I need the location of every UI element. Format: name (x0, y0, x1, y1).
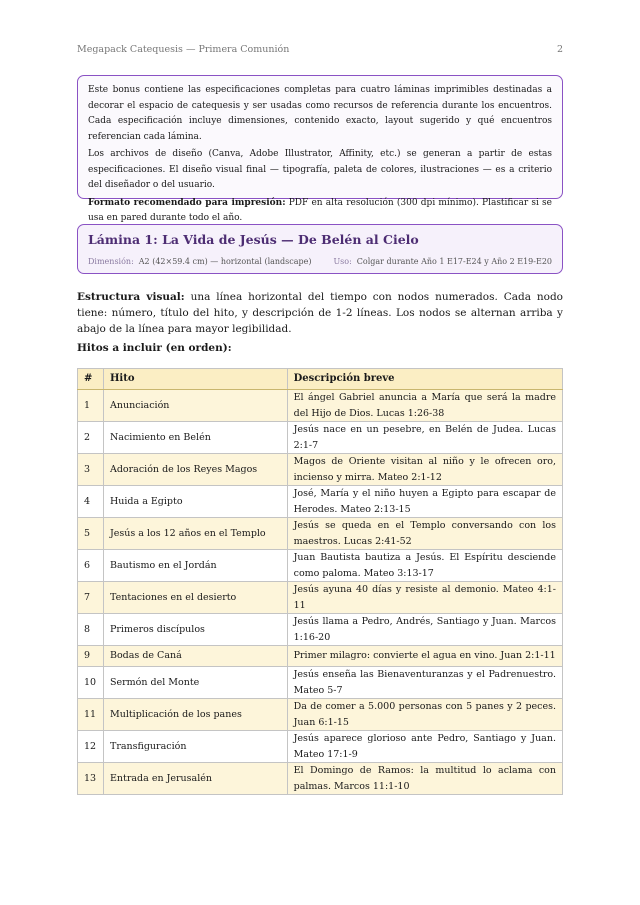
header-title: Megapack Catequesis — Primera Comunión (77, 44, 290, 55)
row-number: 10 (78, 667, 104, 699)
dimension-label: Dimensión: (88, 257, 134, 266)
table-row (78, 454, 563, 486)
row-number: 7 (78, 582, 104, 614)
page-number: 2 (556, 44, 563, 55)
lamina-1-box (77, 224, 563, 274)
table-row (78, 390, 563, 422)
lamina-meta (88, 257, 552, 267)
table-row (78, 422, 563, 454)
uso-value: Colgar durante Año 1 E17-E24 y Año 2 E19-E20 (356, 257, 552, 266)
row-number: 3 (78, 454, 104, 486)
table-row (78, 699, 563, 731)
row-description: Jesús llama a Pedro, Andrés, Santiago y Juan. Marcos 1:16-20 (287, 614, 562, 646)
table-row (78, 763, 563, 795)
row-number: 5 (78, 518, 104, 550)
row-hito: Anunciación (103, 390, 287, 422)
row-description: Jesús aparece glorioso ante Pedro, Santiago y Juan. Mateo 17:1-9 (287, 731, 562, 763)
running-header (77, 44, 563, 55)
row-description: Jesús nace en un pesebre, en Belén de Judea. Lucas 2:1-7 (287, 422, 562, 454)
header-hito: Hito (103, 369, 287, 390)
uso-label: Uso: (333, 257, 352, 266)
row-hito: Entrada en Jerusalén (103, 763, 287, 795)
intro-paragraph-3 (88, 196, 552, 227)
print-format-label: Formato recomendado para impresión: (88, 197, 286, 208)
table-row (78, 667, 563, 699)
table-row (78, 582, 563, 614)
row-number: 9 (78, 646, 104, 667)
structure-text: una línea horizontal del tiempo con nodos numerados. Cada nodo tiene: número, título del hito, y descripción de 1-2 líneas. Los nodos se alternan arriba y abajo de la línea para mayor legibilidad. (77, 291, 564, 335)
row-hito: Multiplicación de los panes (103, 699, 287, 731)
row-hito: Nacimiento en Belén (103, 422, 287, 454)
table-row (78, 550, 563, 582)
intro-paragraph-1: Este bonus contiene las especificaciones completas para cuatro láminas imprimibles destinadas a decorar el espacio de catequesis y ser usadas como recursos de referencia durante los encuentros. Cada especificación incluye dimensiones, contenido exacto, layout sugerido y qué encuentros referencian cada lámina. (88, 85, 552, 142)
row-description: Primer milagro: convierte el agua en vino. Juan 2:1-11 (287, 646, 562, 667)
row-number: 13 (78, 763, 104, 795)
table-row (78, 486, 563, 518)
row-description: El ángel Gabriel anuncia a María que será la madre del Hijo de Dios. Lucas 1:26-38 (287, 390, 562, 422)
table-header-row (78, 369, 563, 390)
print-format-text: PDF en alta resolución (300 dpi mínimo). Plastificar si se usa en pared durante todo el año. (88, 197, 552, 223)
row-hito: Bautismo en el Jordán (103, 550, 287, 582)
table-row (78, 614, 563, 646)
row-description: El Domingo de Ramos: la multitud lo aclama con palmas. Marcos 11:1-10 (287, 763, 562, 795)
bonus-info-box (77, 75, 563, 223)
row-number: 2 (78, 422, 104, 454)
row-description: Jesús ayuna 40 días y resiste al demonio. Mateo 4:1-11 (287, 582, 562, 614)
table-row (78, 518, 563, 550)
row-description: Jesús enseña las Bienaventuranzas y el Padrenuestro. Mateo 5-7 (287, 667, 562, 699)
row-hito: Bodas de Caná (103, 646, 287, 667)
header-description: Descripción breve (287, 369, 562, 390)
intro-paragraph-2: Los archivos de diseño (Canva, Adobe Illustrator, Affinity, etc.) se generan a partir de estas especificaciones. El diseño visual final — tipografía, paleta de colores, ilustraciones — es a criterio del diseñador o del usuario. (88, 149, 552, 190)
lamina-dimension (88, 257, 312, 267)
table-row (78, 646, 563, 667)
lamina-uso (333, 257, 552, 267)
row-hito: Huida a Egipto (103, 486, 287, 518)
row-number: 4 (78, 486, 104, 518)
row-hito: Tentaciones en el desierto (103, 582, 287, 614)
row-description: Juan Bautista bautiza a Jesús. El Espíritu desciende como paloma. Mateo 3:13-17 (287, 550, 562, 582)
lamina-title: Lámina 1: La Vida de Jesús — De Belén al Cielo (88, 232, 419, 247)
row-number: 1 (78, 390, 104, 422)
row-description: Magos de Oriente visitan al niño y le ofrecen oro, incienso y mirra. Mateo 2:1-12 (287, 454, 562, 486)
row-number: 6 (78, 550, 104, 582)
row-number: 11 (78, 699, 104, 731)
row-number: 8 (78, 614, 104, 646)
hitos-table (77, 368, 563, 795)
row-hito: Jesús a los 12 años en el Templo (103, 518, 287, 550)
header-number: # (78, 369, 104, 390)
row-description: Jesús se queda en el Templo conversando con los maestros. Lucas 2:41-52 (287, 518, 562, 550)
row-description: José, María y el niño huyen a Egipto para escapar de Herodes. Mateo 2:13-15 (287, 486, 562, 518)
row-description: Da de comer a 5.000 personas con 5 panes y 2 peces. Juan 6:1-15 (287, 699, 562, 731)
dimension-value: A2 (42×59.4 cm) — horizontal (landscape) (138, 257, 312, 266)
structure-label: Estructura visual: (77, 291, 185, 303)
row-number: 12 (78, 731, 104, 763)
structure-paragraph (77, 289, 563, 337)
row-hito: Adoración de los Reyes Magos (103, 454, 287, 486)
hitos-heading: Hitos a incluir (en orden): (77, 342, 232, 354)
row-hito: Transfiguración (103, 731, 287, 763)
row-hito: Sermón del Monte (103, 667, 287, 699)
row-hito: Primeros discípulos (103, 614, 287, 646)
table-row (78, 731, 563, 763)
